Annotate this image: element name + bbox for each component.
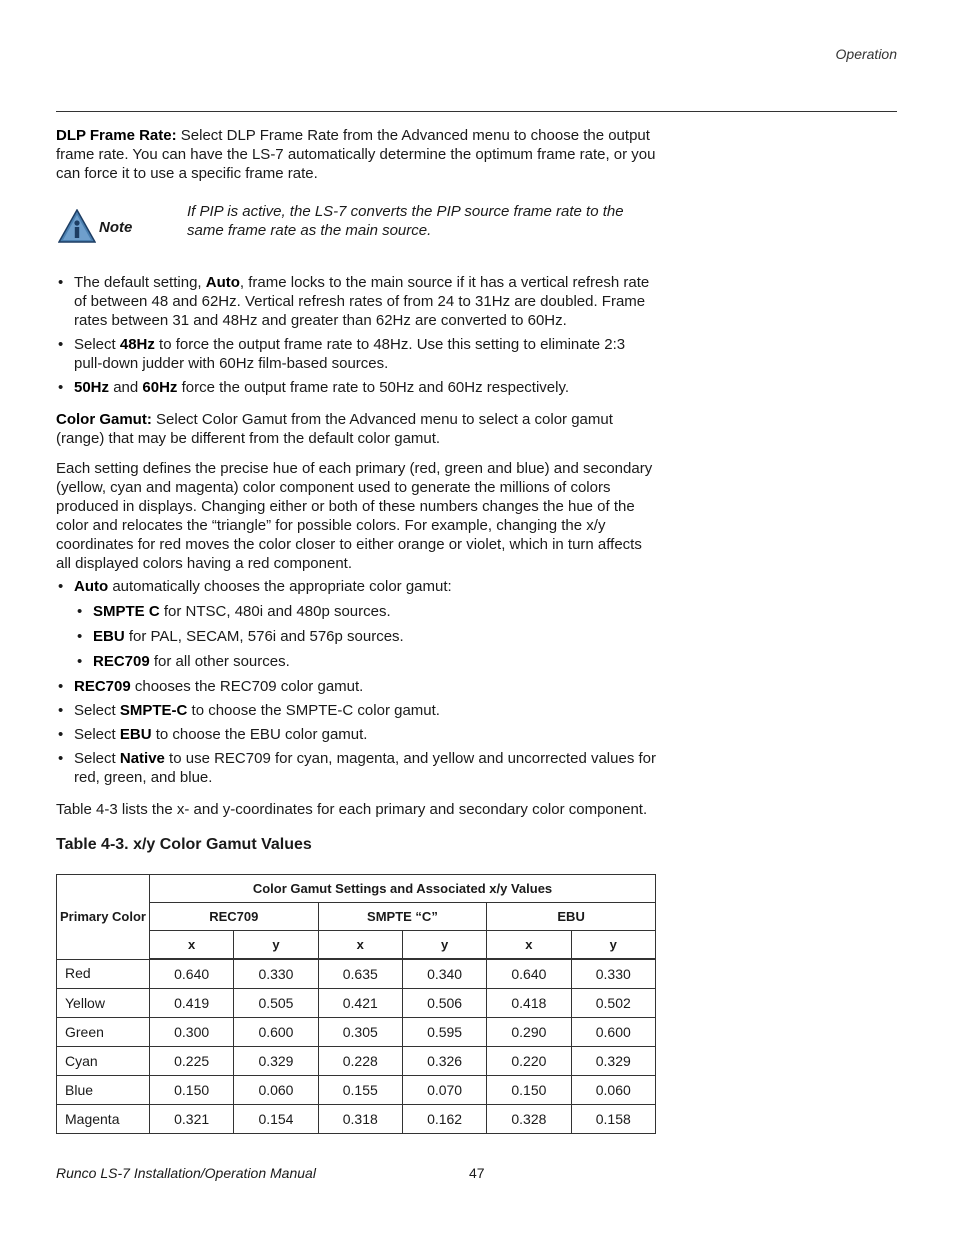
gamut-group-header: Color Gamut Settings and Associated x/y Values (150, 875, 656, 903)
running-header: Operation (835, 46, 897, 62)
color-gamut-paragraph: Color Gamut: Select Color Gamut from the Advanced menu to select a color gamut (range) that may be different from the default color gamut. (56, 411, 613, 447)
value-cell: 0.162 (402, 1105, 486, 1134)
value-cell: 0.290 (487, 1018, 571, 1047)
page-number: 47 (469, 1165, 485, 1181)
value-cell: 0.318 (318, 1105, 402, 1134)
value-cell: 0.328 (487, 1105, 571, 1134)
value-cell: 0.150 (150, 1076, 234, 1105)
table-row (57, 989, 656, 1018)
color-gamut-description: Each setting defines the precise hue of each primary (red, green and blue) and secondary (yellow, cyan and magenta) color component used to generate the millions of colors produced in displays. Changing either or both of these numbers changes the hue of the color and relocates the “triangle” for possible colors. For example, changing the x/y coordinates for red moves the color closer to either orange or violet, which in turn affects all displayed colors having a red component. (56, 460, 653, 572)
list-item: • EBU for PAL, SECAM, 576i and 576p sources. (75, 627, 655, 646)
value-cell: 0.635 (318, 959, 402, 989)
list-item: • Select SMPTE-C to choose the SMPTE-C color gamut. (56, 701, 656, 720)
gamut-auto-list (56, 577, 656, 601)
x-header: x (487, 931, 571, 960)
value-cell: 0.305 (318, 1018, 402, 1047)
table-row (57, 1018, 656, 1047)
primary-color-header: Primary Color (57, 875, 150, 960)
value-cell: 0.220 (487, 1047, 571, 1076)
value-cell: 0.418 (487, 989, 571, 1018)
value-cell: 0.330 (234, 959, 318, 989)
note-text: If PIP is active, the LS-7 converts the PIP source frame rate to the same frame rate as the main source. (187, 203, 624, 239)
dlp-frame-rate-paragraph (56, 126, 656, 183)
list-item: • Auto automatically chooses the appropriate color gamut: (56, 577, 656, 596)
color-gamut-label: Color Gamut: (56, 411, 152, 428)
y-header: y (234, 931, 318, 960)
value-cell: 0.070 (402, 1076, 486, 1105)
value-cell: 0.600 (571, 1018, 655, 1047)
table-intro: Table 4-3 lists the x- and y-coordinates for each primary and secondary color component. (56, 801, 648, 818)
value-cell: 0.640 (150, 959, 234, 989)
list-item: • The default setting, Auto, frame locks to the main source if it has a vertical refresh rate of between 48 and 62Hz. Vertical refresh rates of from 24 to 31Hz are doubled. Frame rates between 31 and 48Hz and greater than 62Hz are converted to 60Hz. (56, 273, 656, 330)
value-cell: 0.060 (234, 1076, 318, 1105)
value-cell: 0.158 (571, 1105, 655, 1134)
value-cell: 0.330 (571, 959, 655, 989)
color-name-cell: Red (57, 959, 150, 989)
value-cell: 0.419 (150, 989, 234, 1018)
y-header: y (571, 931, 655, 960)
value-cell: 0.321 (150, 1105, 234, 1134)
table-row (57, 959, 656, 989)
table-caption: Table 4-3. x/y Color Gamut Values (56, 836, 312, 853)
list-item: • Select Native to use REC709 for cyan, magenta, and yellow and uncorrected values for red, green, and blue. (56, 749, 656, 787)
value-cell: 0.225 (150, 1047, 234, 1076)
gamut-header: SMPTE “C” (318, 903, 487, 931)
x-header: x (318, 931, 402, 960)
value-cell: 0.155 (318, 1076, 402, 1105)
value-cell: 0.640 (487, 959, 571, 989)
list-item: • 50Hz and 60Hz force the output frame rate to 50Hz and 60Hz respectively. (56, 378, 656, 397)
value-cell: 0.154 (234, 1105, 318, 1134)
color-name-cell: Blue (57, 1076, 150, 1105)
color-gamut-table (56, 874, 656, 1134)
list-item: • REC709 for all other sources. (75, 652, 655, 671)
note-triangle-icon (58, 209, 96, 243)
table-body (57, 959, 656, 1134)
value-cell: 0.505 (234, 989, 318, 1018)
value-cell: 0.340 (402, 959, 486, 989)
frame-rate-options-list (56, 273, 656, 402)
value-cell: 0.329 (571, 1047, 655, 1076)
note-block (56, 202, 656, 252)
list-item: • Select EBU to choose the EBU color gamut. (56, 725, 656, 744)
header-rule (56, 111, 897, 112)
value-cell: 0.060 (571, 1076, 655, 1105)
note-label: Note (99, 219, 133, 236)
table-row (57, 1047, 656, 1076)
dlp-frame-rate-text: Select DLP Frame Rate from the Advanced menu to choose the output frame rate. You can have the LS-7 automatically determine the optimum frame rate, or you can force it to use a specific frame rate. (56, 127, 656, 182)
value-cell: 0.595 (402, 1018, 486, 1047)
value-cell: 0.228 (318, 1047, 402, 1076)
value-cell: 0.329 (234, 1047, 318, 1076)
value-cell: 0.326 (402, 1047, 486, 1076)
list-item: • Select 48Hz to force the output frame rate to 48Hz. Use this setting to eliminate 2:3 pull-down judder with 60Hz film-based sources. (56, 335, 656, 373)
value-cell: 0.150 (487, 1076, 571, 1105)
value-cell: 0.600 (234, 1018, 318, 1047)
gamut-header: REC709 (150, 903, 319, 931)
dlp-frame-rate-label: DLP Frame Rate: (56, 127, 177, 144)
color-name-cell: Magenta (57, 1105, 150, 1134)
table-row (57, 1105, 656, 1134)
gamut-auto-sublist (75, 602, 655, 677)
value-cell: 0.300 (150, 1018, 234, 1047)
x-header: x (150, 931, 234, 960)
gamut-header: EBU (487, 903, 656, 931)
list-item: • SMPTE C for NTSC, 480i and 480p sources. (75, 602, 655, 621)
color-name-cell: Yellow (57, 989, 150, 1018)
value-cell: 0.421 (318, 989, 402, 1018)
gamut-options-list (56, 677, 656, 792)
color-name-cell: Cyan (57, 1047, 150, 1076)
footer-title: Runco LS-7 Installation/Operation Manual (56, 1165, 316, 1181)
y-header: y (402, 931, 486, 960)
table-row (57, 1076, 656, 1105)
value-cell: 0.506 (402, 989, 486, 1018)
value-cell: 0.502 (571, 989, 655, 1018)
list-item: • REC709 chooses the REC709 color gamut. (56, 677, 656, 696)
color-name-cell: Green (57, 1018, 150, 1047)
